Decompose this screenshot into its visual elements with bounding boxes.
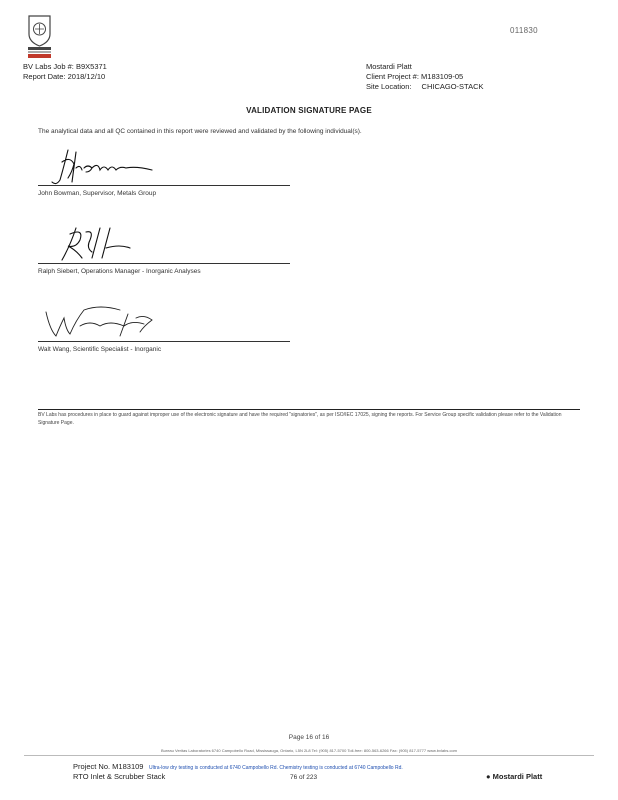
signature-note: BV Labs has procedures in place to guard against improper use of the electronic signature and have the required "signatories", as per ISO/IEC 17025, signing the reports. For Service Group specific validation please refer to the Validation Signature Page.	[38, 412, 562, 426]
intro-text: The analytical data and all QC contained in this report were reviewed and validated by the following individual(s).	[38, 128, 362, 135]
brand-mark-icon: ●	[486, 772, 491, 781]
note-divider	[38, 409, 580, 410]
testing-note: Ultra-low dry testing is conducted at 6740 Campobello Rd. Chemistry testing is conducted at 6740 Campobello Rd.	[149, 765, 403, 771]
signature-line-3	[38, 341, 290, 342]
signature-line-2	[38, 263, 290, 264]
client-project-value: M183109-05	[421, 72, 464, 81]
page-title: VALIDATION SIGNATURE PAGE	[246, 106, 372, 115]
report-date-label: Report Date:	[23, 72, 66, 81]
site-location-label: Site Location:	[366, 82, 412, 91]
header-left	[23, 62, 107, 82]
signature-ralph-siebert	[40, 218, 180, 268]
stack-label: RTO Inlet & Scrubber Stack	[73, 772, 166, 781]
brand-name: Mostardi Platt	[492, 772, 543, 781]
client-project-label: Client Project #:	[366, 72, 419, 81]
client-name: Mostardi Platt	[366, 62, 412, 71]
signature-line-1	[38, 185, 290, 186]
signatory-3-label: Walt Wang, Scientific Specialist - Inorganic	[38, 346, 162, 353]
project-number: Project No. M183109	[73, 762, 144, 771]
signature-walt-wang	[40, 296, 200, 346]
mostardi-brand	[486, 772, 542, 781]
footer-address: Bureau Veritas Laboratories 6740 Campobello Road, Mississauga, Ontario, L5N 2L8 Tel: (905) 817-5700 Toll-free: 800-563-6266 Fax: (905) 817-5777 www.bvlabs.com	[160, 748, 458, 753]
footer-divider	[24, 755, 594, 756]
lab-job-label: BV Labs Job #:	[23, 62, 74, 71]
bureau-veritas-logo	[26, 14, 53, 60]
report-date-value: 2018/12/10	[67, 72, 106, 81]
report-page-count: 76 of 223	[290, 774, 318, 781]
lab-job-value: B9X5371	[75, 62, 107, 71]
signatory-1-label: John Bowman, Supervisor, Metals Group	[38, 190, 157, 197]
header-right	[366, 62, 484, 92]
signatory-2-label: Ralph Siebert, Operations Manager - Inorganic Analyses	[38, 268, 201, 275]
site-location-value: CHICAGO-STACK	[421, 82, 484, 91]
document-page-number: 011830	[510, 26, 538, 35]
footer-page-of: Page 16 of 16	[288, 734, 330, 741]
